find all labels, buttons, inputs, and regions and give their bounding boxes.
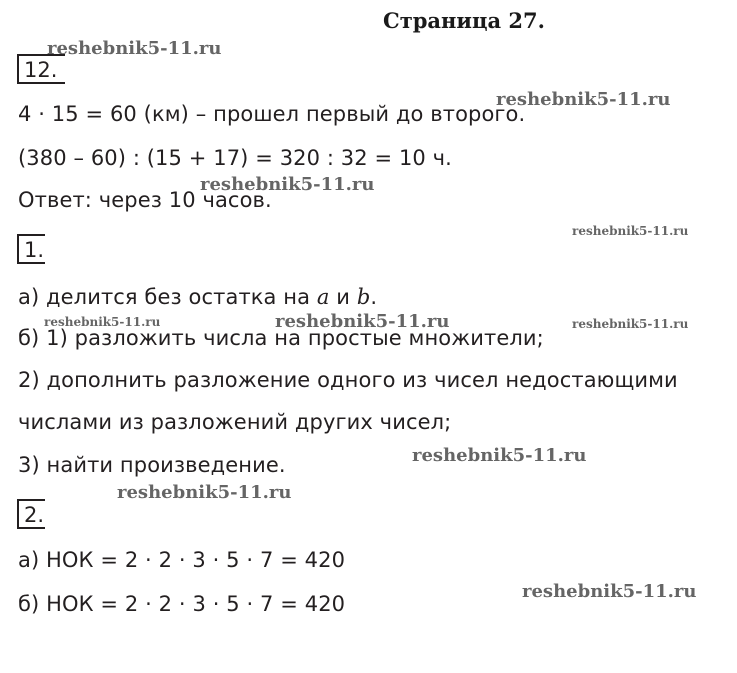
task-12-line-1: 4 · 15 = 60 (км) – прошел первый до второго. — [18, 102, 526, 126]
watermark: reshebnik5-11.ru — [44, 315, 161, 329]
task-1-line-a-prefix: а) делится без остатка на — [18, 285, 317, 309]
task-1-line-a-suffix: . — [370, 285, 378, 309]
watermark: reshebnik5-11.ru — [522, 581, 697, 602]
task-12-line-2: (380 – 60) : (15 + 17) = 320 : 32 = 10 ч. — [18, 146, 452, 170]
task-1-line-a-mid: и — [329, 285, 357, 309]
watermark: reshebnik5-11.ru — [412, 445, 587, 466]
task-number-2: 2. — [17, 499, 45, 529]
task-1-line-b: б) 1) разложить числа на простые множители; — [18, 326, 544, 350]
watermark: reshebnik5-11.ru — [117, 482, 292, 503]
variable-b: b — [356, 285, 371, 309]
watermark: reshebnik5-11.ru — [572, 224, 689, 238]
task-1-line-2: 2) дополнить разложение одного из чисел недостающими — [18, 368, 678, 392]
page-title: Страница 27. — [383, 8, 545, 33]
task-1-line-4: 3) найти произведение. — [18, 453, 286, 477]
task-number-12: 12. — [17, 54, 65, 84]
task-1-line-a — [18, 285, 377, 309]
task-12-line-3: Ответ: через 10 часов. — [18, 188, 272, 212]
watermark: reshebnik5-11.ru — [200, 174, 375, 195]
watermark: reshebnik5-11.ru — [275, 311, 450, 332]
variable-a: a — [316, 285, 330, 309]
task-2-line-b: б) НОК = 2 · 2 · 3 · 5 · 7 = 420 — [18, 592, 346, 616]
task-2-line-a: а) НОК = 2 · 2 · 3 · 5 · 7 = 420 — [18, 548, 346, 572]
task-1-line-3: числами из разложений других чисел; — [18, 410, 452, 434]
watermark: reshebnik5-11.ru — [47, 38, 222, 59]
watermark: reshebnik5-11.ru — [572, 317, 689, 331]
task-number-1: 1. — [17, 234, 45, 264]
watermark: reshebnik5-11.ru — [496, 89, 671, 110]
